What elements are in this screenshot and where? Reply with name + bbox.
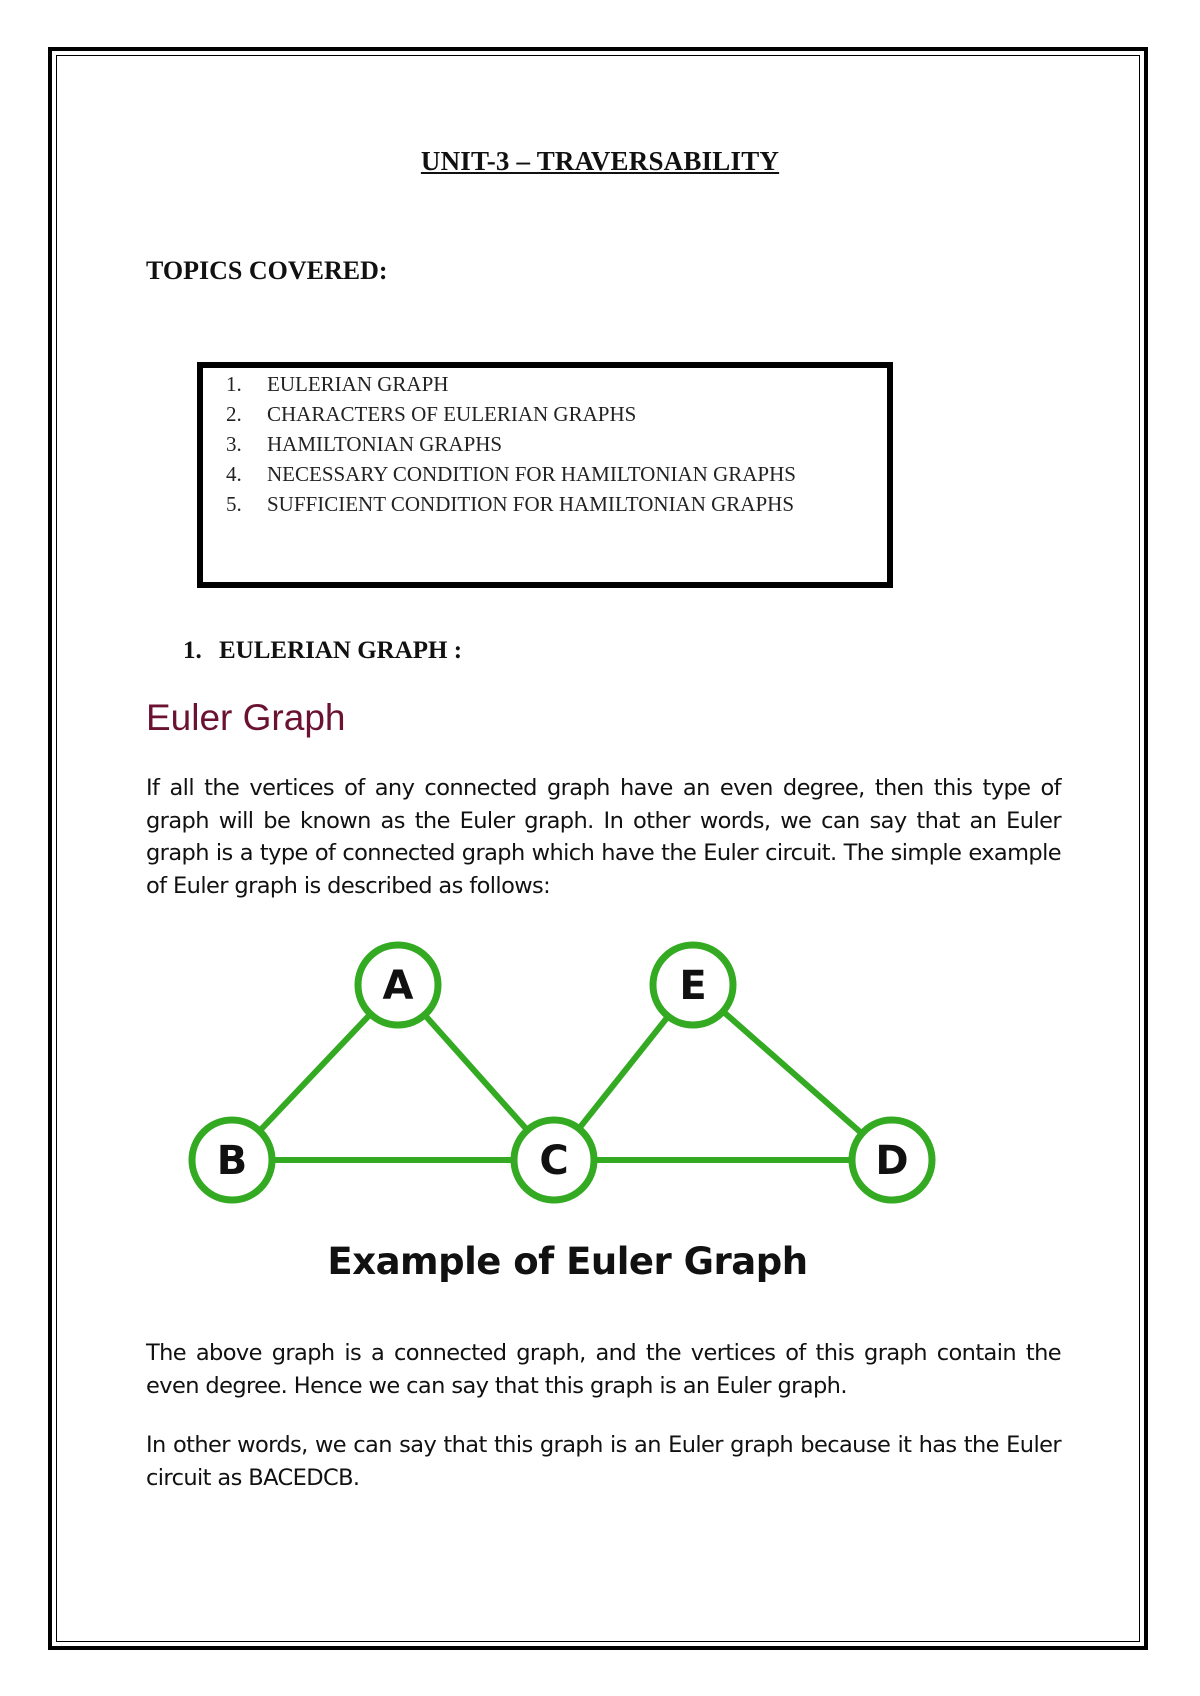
section-number: 1. (183, 637, 202, 664)
paragraph-explanation: The above graph is a connected graph, and the vertices of this graph contain the even degree. Hence we can say that this graph is an Euler graph. (146, 1340, 1061, 1399)
topic-number: 4. (226, 462, 242, 486)
paragraph-definition: If all the vertices of any connected graph have an even degree, then this type of graph will be known as the Euler graph. In other words, we can say that an Euler graph is a type of connected graph which have the Euler circuit. The simple example of Euler graph is described as follows: (146, 775, 1061, 899)
node-E (653, 945, 733, 1025)
topic-number: 2. (226, 402, 242, 426)
topics-list (226, 369, 796, 519)
topic-label: CHARACTERS OF EULERIAN GRAPHS (267, 402, 637, 426)
unit-title: UNIT-3 – TRAVERSABILITY (420, 146, 780, 176)
node-label: B (216, 1138, 248, 1184)
topics-heading: TOPICS COVERED: (146, 256, 388, 285)
node-label: A (382, 963, 414, 1009)
topic-item (226, 489, 796, 519)
topic-label: SUFFICIENT CONDITION FOR HAMILTONIAN GRAPHS (267, 492, 794, 516)
euler-graph-heading: Euler Graph (146, 697, 346, 738)
topic-label: HAMILTONIAN GRAPHS (267, 432, 503, 456)
topic-item (226, 459, 796, 489)
topic-item (226, 429, 796, 459)
node-A (358, 945, 438, 1025)
topic-label: NECESSARY CONDITION FOR HAMILTONIAN GRAPHS (267, 462, 796, 486)
section-heading (183, 637, 462, 665)
figure-caption: Example of Euler Graph (327, 1240, 808, 1283)
topic-number: 5. (226, 492, 242, 516)
topic-item (226, 399, 796, 429)
node-label: E (679, 963, 707, 1009)
paragraph-circuit: In other words, we can say that this graph is an Euler graph because it has the Euler circuit as BACEDCB. (146, 1432, 1061, 1491)
topic-label: EULERIAN GRAPH (267, 372, 449, 396)
euler-graph-diagram (180, 930, 980, 1230)
node-B (192, 1120, 272, 1200)
topic-number: 3. (226, 432, 242, 456)
topic-item (226, 369, 796, 399)
topic-number: 1. (226, 372, 242, 396)
euler-graph-figure (180, 930, 980, 1300)
node-label: D (875, 1138, 909, 1184)
section-label: EULERIAN GRAPH : (219, 637, 463, 664)
node-C (514, 1120, 594, 1200)
node-D (852, 1120, 932, 1200)
node-label: C (539, 1138, 569, 1184)
